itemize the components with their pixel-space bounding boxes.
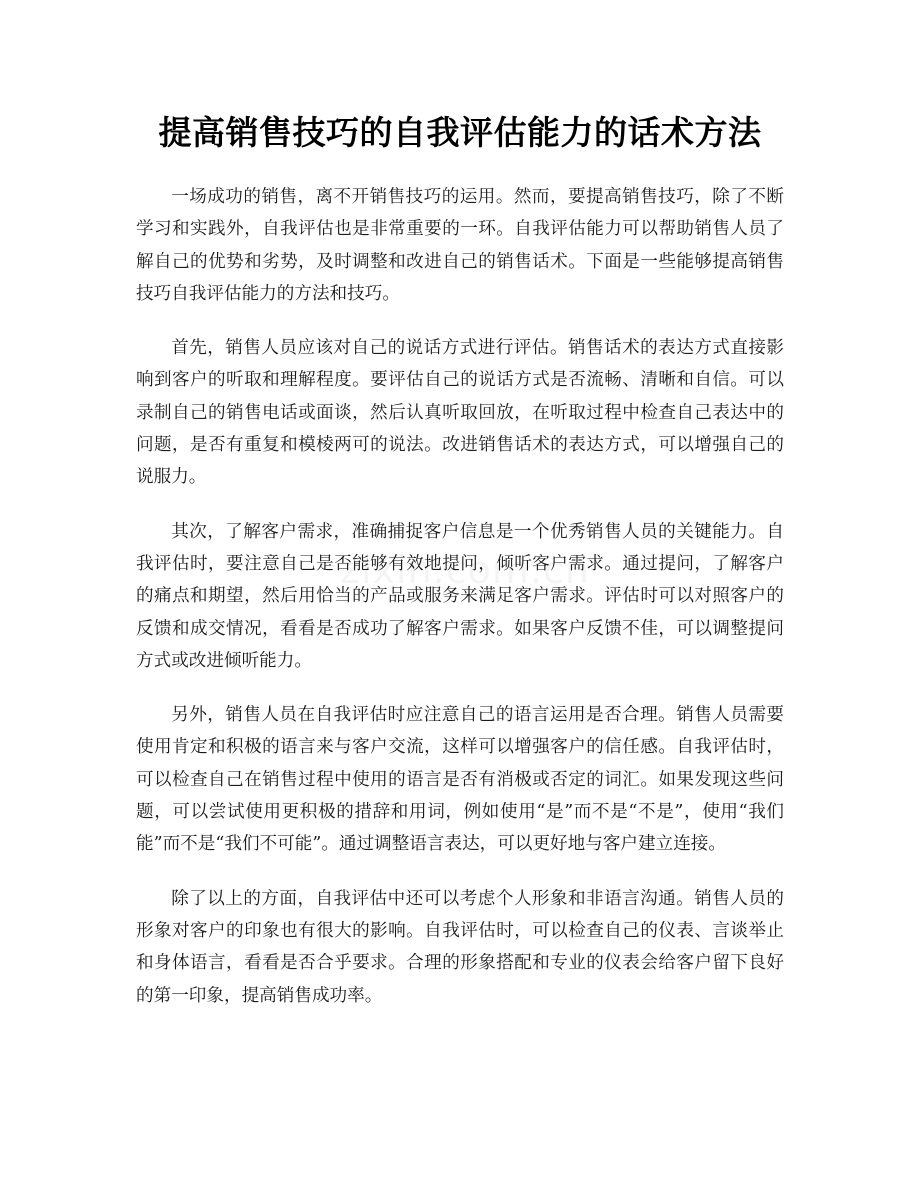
paragraph-speaking-style: 首先，销售人员应该对自己的说话方式进行评估。销售话术的表达方式直接影响到客户的听取和理解程度。要评估自己的说话方式是否流畅、清晰和自信。可以录制自己的销售电话或面谈，然后认真听取回放，在听取过程中检查自己表达中的问题，是否有重复和模棱两可的说法。改进销售话术的表达方式，可以增强自己的说服力。 (136, 338, 784, 488)
paragraph-customer-needs: 其次，了解客户需求，准确捕捉客户信息是一个优秀销售人员的关键能力。自我评估时，要注意自己是否能够有效地提问，倾听客户需求。通过提问，了解客户的痛点和期望，然后用恰当的产品或服务来满足客户需求。评估时可以对照客户的反馈和成交情况，看看是否成功了解客户需求。如果客户反馈不佳，可以调整提问方式或改进倾听能力。 (136, 521, 784, 671)
paragraph-language-use: 另外，销售人员在自我评估时应注意自己的语言运用是否合理。销售人员需要使用肯定和积极的语言来与客户交流，这样可以增强客户的信任感。自我评估时，可以检查自己在销售过程中使用的语言是否有消极或否定的词汇。如果发现这些问题，可以尝试使用更积极的措辞和用词，例如使用“是”而不是“不是”，使用“我们能”而不是“我们不可能”。通过调整语言表达，可以更好地与客户建立连接。 (136, 705, 784, 855)
paragraph-image-nonverbal: 除了以上的方面，自我评估中还可以考虑个人形象和非语言沟通。销售人员的形象对客户的印象也有很大的影响。自我评估时，可以检查自己的仪表、言谈举止和身体语言，看看是否合乎要求。合理的形象搭配和专业的仪表会给客户留下良好的第一印象，提高销售成功率。 (136, 888, 784, 1006)
paragraph-intro: 一场成功的销售，离不开销售技巧的运用。然而，要提高销售技巧，除了不断学习和实践外，自我评估也是非常重要的一环。自我评估能力可以帮助销售人员了解自己的优势和劣势，及时调整和改进自己的销售话术。下面是一些能够提高销售技巧自我评估能力的方法和技巧。 (136, 187, 784, 304)
document-body (136, 181, 784, 1034)
document-title: 提高销售技巧的自我评估能力的话术方法 (158, 113, 762, 152)
